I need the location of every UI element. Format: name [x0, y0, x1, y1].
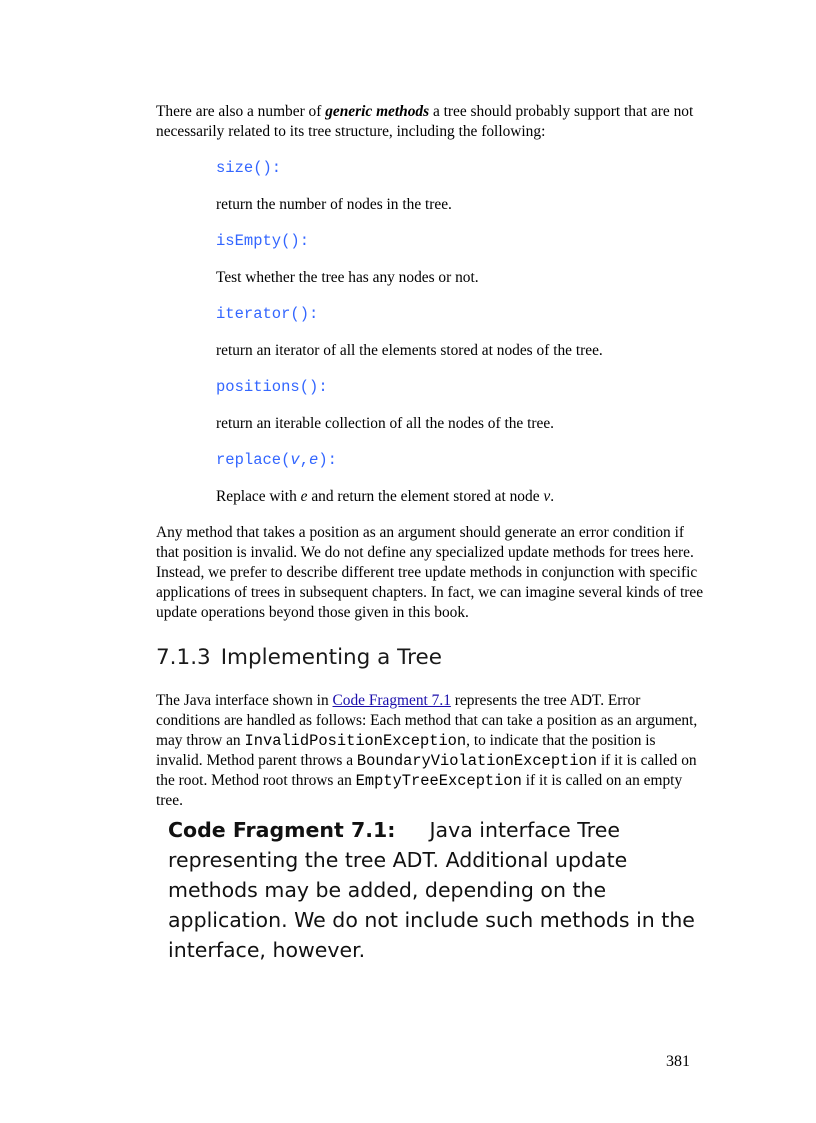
code-fragment-link[interactable]: Code Fragment 7.1: [332, 692, 451, 709]
method-iterator-signature: iterator():: [216, 305, 319, 323]
intro-text-start: There are also a number of: [156, 103, 326, 120]
method-isempty-signature: isEmpty():: [216, 232, 310, 250]
method-positions-description: return an iterable collection of all the nodes of the tree.: [216, 415, 555, 432]
implementation-paragraph: [156, 691, 704, 811]
intro-text-end: a tree should probably support that are not necessarily related to its tree structure, including the following:: [156, 103, 694, 140]
section-heading: [156, 645, 442, 670]
replace-desc-e: e: [300, 488, 308, 505]
replace-desc-start: Replace with: [216, 488, 301, 505]
section-title: Implementing a Tree: [220, 645, 442, 670]
intro-paragraph: [156, 102, 704, 142]
caption-label: Code Fragment 7.1:: [168, 818, 396, 842]
method-positions-signature: positions():: [216, 378, 328, 396]
generic-methods-term: generic methods: [325, 103, 430, 120]
boundary-violation-exception: BoundaryViolationException: [356, 752, 598, 770]
code-fragment-caption: [168, 815, 716, 965]
invalid-position-exception: InvalidPositionException: [244, 732, 467, 750]
impl-text-4: if it is called on the root. Method root throws an: [156, 752, 697, 789]
impl-text-3: , to indicate that the position is invalid. Method parent throws a: [156, 732, 656, 769]
method-iterator-description: return an iterator of all the elements stored at nodes of the tree.: [216, 342, 603, 359]
section-number: 7.1.3: [156, 645, 211, 670]
method-replace-description: [216, 487, 554, 507]
replace-arg-e: e: [309, 451, 319, 469]
replace-comma: ,: [299, 451, 310, 469]
page-number: 381: [666, 1053, 690, 1070]
replace-end: ):: [318, 451, 337, 469]
method-replace-signature: [216, 450, 337, 470]
method-isempty-description: Test whether the tree has any nodes or not.: [216, 269, 479, 286]
caption-text: Java interface Tree representing the tree ADT. Additional update methods may be added, depending on the application. We do not include such methods in the interface, however.: [168, 818, 695, 962]
error-conditions-paragraph: Any method that takes a position as an argument should generate an error condition if that position is invalid. We do not define any specialized update methods for trees here. Instead, we prefer to describe different tree update methods in conjunction with specific applications of trees in subsequent chapters. In fact, we can imagine several kinds of tree update operations beyond those given in this book.: [156, 524, 704, 621]
replace-desc-end: .: [550, 488, 555, 505]
empty-tree-exception: EmptyTreeException: [355, 772, 522, 790]
impl-text-2: represents the tree ADT. Error conditions are handled as follows: Each method that can take a position as an argument, may throw an: [156, 692, 698, 749]
replace-arg-v: v: [290, 451, 300, 469]
method-size-signature: size():: [216, 159, 282, 177]
replace-name: replace(: [216, 451, 291, 469]
impl-text-1: The Java interface shown in: [156, 692, 333, 709]
replace-desc-mid: and return the element stored at node: [307, 488, 544, 505]
method-size-description: return the number of nodes in the tree.: [216, 196, 452, 213]
replace-desc-v: v: [543, 488, 551, 505]
impl-text-5: if it is called on an empty tree.: [156, 772, 683, 809]
